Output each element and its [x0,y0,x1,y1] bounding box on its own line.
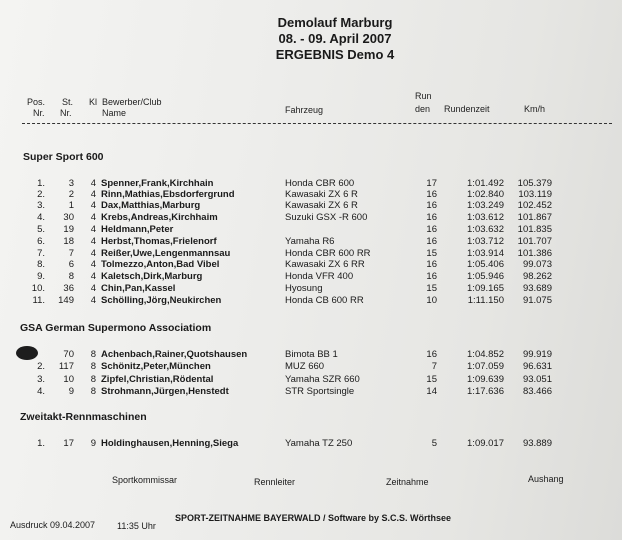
col-kl: Kl [89,97,98,107]
vehicle: Kawasaki ZX 6 R [285,200,358,211]
class: 4 [90,259,96,270]
vehicle: Honda CBR 600 [285,178,355,189]
position: 11. [32,295,45,306]
lap-time: 1:03.632 [467,224,504,235]
rider-name: Chin,Pan,Kassel [101,283,176,294]
vehicle: MUZ 660 [285,361,325,372]
lap-time: 1:03.914 [467,248,504,259]
start-number: 7 [68,248,74,259]
rider-name: Dax,Matthias,Marburg [101,200,201,211]
col-runden-line1: Run [415,91,432,101]
laps: 15 [426,283,437,294]
lap-time: 1:02.840 [467,189,504,200]
vehicle: Honda CB 600 RR [285,295,364,306]
event-title: Demolauf Marburg [277,15,393,30]
speed-kmh: 96.631 [522,361,552,372]
start-number: 19 [63,224,74,235]
col-kmh: Km/h [524,104,546,114]
col-st-line1: St. [62,97,74,107]
start-number: 117 [58,361,74,372]
section-title: GSA German Supermono Associatiom [20,322,212,334]
col-rundenzeit: Rundenzeit [444,104,490,114]
rider-name: Krebs,Andreas,Kirchhaim [101,212,218,223]
rider-name: Heldmann,Peter [101,224,174,235]
rider-name: Achenbach,Rainer,Quotshausen [101,349,248,360]
class: 8 [90,361,96,372]
result-row [0,271,622,283]
class: 4 [90,283,96,294]
vehicle: Honda VFR 400 [285,271,354,282]
start-number: 30 [63,212,74,223]
position: 3. [37,200,45,211]
speed-kmh: 101.707 [517,236,552,247]
laps: 7 [431,361,437,372]
laps: 15 [426,248,437,259]
laps: 16 [426,224,437,235]
lap-time: 1:03.612 [467,212,504,223]
laps: 14 [426,386,437,397]
start-number: 8 [68,271,74,282]
class: 4 [90,189,96,200]
laps: 16 [426,271,437,282]
laps: 16 [426,212,437,223]
start-number: 149 [58,295,74,306]
position: 10. [31,283,45,294]
rider-name: Reißer,Uwe,Lengenmannsau [101,248,231,259]
lap-time: 1:05.406 [467,259,504,270]
laps: 16 [426,236,437,247]
rider-name: Tolmezzo,Anton,Bad Vibel [101,259,220,270]
speed-kmh: 101.386 [517,248,552,259]
start-number: 18 [63,236,74,247]
position: 5. [37,224,45,235]
col-st-line2: Nr. [60,108,72,118]
rider-name: Spenner,Frank,Kirchhain [101,178,214,189]
lap-time: 1:05.946 [467,271,504,282]
speed-kmh: 105.379 [517,178,552,189]
col-vehicle: Fahrzeug [285,105,324,115]
footer-time: 11:35 Uhr [117,521,156,531]
lap-time: 1:03.712 [467,236,504,247]
event-dates: 08. - 09. April 2007 [278,31,392,46]
result-row [0,361,622,373]
vehicle: Bimota BB 1 [285,349,338,360]
start-number: 10 [63,374,74,385]
laps: 16 [426,259,437,270]
position: 8. [37,259,45,270]
position: 4. [37,386,45,397]
label-sportkommissar: Sportkommissar [112,475,178,485]
position: 9. [37,271,45,282]
laps: 10 [426,295,437,306]
result-row [0,200,622,212]
start-number: 70 [63,349,74,360]
rider-name: Herbst,Thomas,Frielenorf [101,236,217,247]
start-number: 3 [68,178,74,189]
position: 4. [37,212,45,223]
rider-name: Schölling,Jörg,Neukirchen [101,295,222,306]
rider-name: Holdinghausen,Henning,Siega [101,438,239,449]
lap-time: 1:09.639 [467,374,504,385]
class: 4 [90,271,96,282]
position: 6. [37,236,45,247]
result-row [0,236,622,248]
speed-kmh: 102.452 [517,200,552,211]
speed-kmh: 99.919 [522,349,552,360]
laps: 16 [426,200,437,211]
section-title: Super Sport 600 [23,151,104,163]
position: 3. [37,374,45,385]
speed-kmh: 83.466 [522,386,552,397]
class: 8 [90,374,96,385]
col-pos-line1: Pos. [27,97,46,107]
vehicle: Honda CBR 600 RR [285,248,371,259]
laps: 5 [431,438,437,449]
class: 8 [90,386,96,397]
lap-time: 1:09.165 [467,283,504,294]
lap-time: 1:04.852 [467,349,504,360]
label-rennleiter: Rennleiter [254,477,296,487]
col-name: Name [102,108,127,118]
rider-name: Zipfel,Christian,Rödental [101,374,214,385]
class: 4 [90,212,96,223]
start-number: 1 [68,200,74,211]
start-number: 36 [63,283,74,294]
result-row [0,386,622,398]
speed-kmh: 101.835 [517,224,552,235]
class: 4 [90,236,96,247]
class: 9 [90,438,96,449]
result-row [0,295,622,307]
result-row [0,283,622,295]
class: 8 [90,349,96,360]
laps: 15 [426,374,437,385]
result-row [0,259,622,271]
rider-name: Rinn,Mathias,Ebsdorfergrund [101,189,235,200]
class: 4 [90,200,96,211]
speed-kmh: 93.051 [522,374,552,385]
label-aushang: Aushang [528,474,564,484]
position: 1. [37,178,45,189]
lap-time: 1:03.249 [467,200,504,211]
vehicle: Hyosung [285,283,323,294]
header-divider [22,123,612,124]
lap-time: 1:11.150 [467,295,504,306]
laps: 16 [426,189,437,200]
rider-name: Strohmann,Jürgen,Henstedt [101,386,229,397]
speed-kmh: 101.867 [517,212,552,223]
class: 4 [90,224,96,235]
result-row [0,349,622,361]
vehicle: Kawasaki ZX 6 R [285,189,358,200]
laps: 17 [426,178,437,189]
section-title: Zweitakt-Rennmaschinen [20,411,147,423]
footer-company: SPORT-ZEITNAHME BAYERWALD / Software by S.C.S. Wörthsee [175,513,452,523]
lap-time: 1:17.636 [467,386,504,397]
vehicle: Suzuki GSX -R 600 [285,212,368,223]
rider-name: Kaletsch,Dirk,Marburg [101,271,203,282]
position: 1. [37,438,45,449]
position: 7. [37,248,45,259]
vehicle: Yamaha R6 [285,236,335,247]
col-pos-line2: Nr. [33,108,45,118]
lap-time: 1:09.017 [467,438,504,449]
speed-kmh: 91.075 [522,295,552,306]
start-number: 9 [68,386,74,397]
lap-time: 1:07.059 [467,361,504,372]
vehicle: Kawasaki ZX 6 RR [285,259,365,270]
vehicle: Yamaha SZR 660 [285,374,360,385]
position: 2. [37,361,45,372]
start-number: 6 [68,259,74,270]
speed-kmh: 93.689 [522,283,552,294]
label-zeitnahme: Zeitnahme [386,477,429,487]
vehicle: Yamaha TZ 250 [285,438,353,449]
class: 4 [90,295,96,306]
position: 2. [37,189,45,200]
speed-kmh: 99.073 [522,259,552,270]
start-number: 17 [63,438,74,449]
footer-printed: Ausdruck 09.04.2007 [10,520,96,530]
speed-kmh: 93.889 [522,438,552,449]
speed-kmh: 98.262 [522,271,552,282]
result-row [0,224,622,236]
start-number: 2 [68,189,74,200]
class: 4 [90,178,96,189]
result-title: ERGEBNIS Demo 4 [275,47,395,62]
speed-kmh: 103.119 [518,189,552,200]
laps: 16 [426,349,437,360]
result-row [0,374,622,386]
rider-name: Schönitz,Peter,München [101,361,211,372]
result-row [0,438,622,450]
lap-time: 1:01.492 [467,178,504,189]
col-runden-line2: den [415,104,431,114]
col-club: Bewerber/Club [102,97,162,107]
result-row [0,212,622,224]
vehicle: STR Sportsingle [285,386,355,397]
class: 4 [90,248,96,259]
